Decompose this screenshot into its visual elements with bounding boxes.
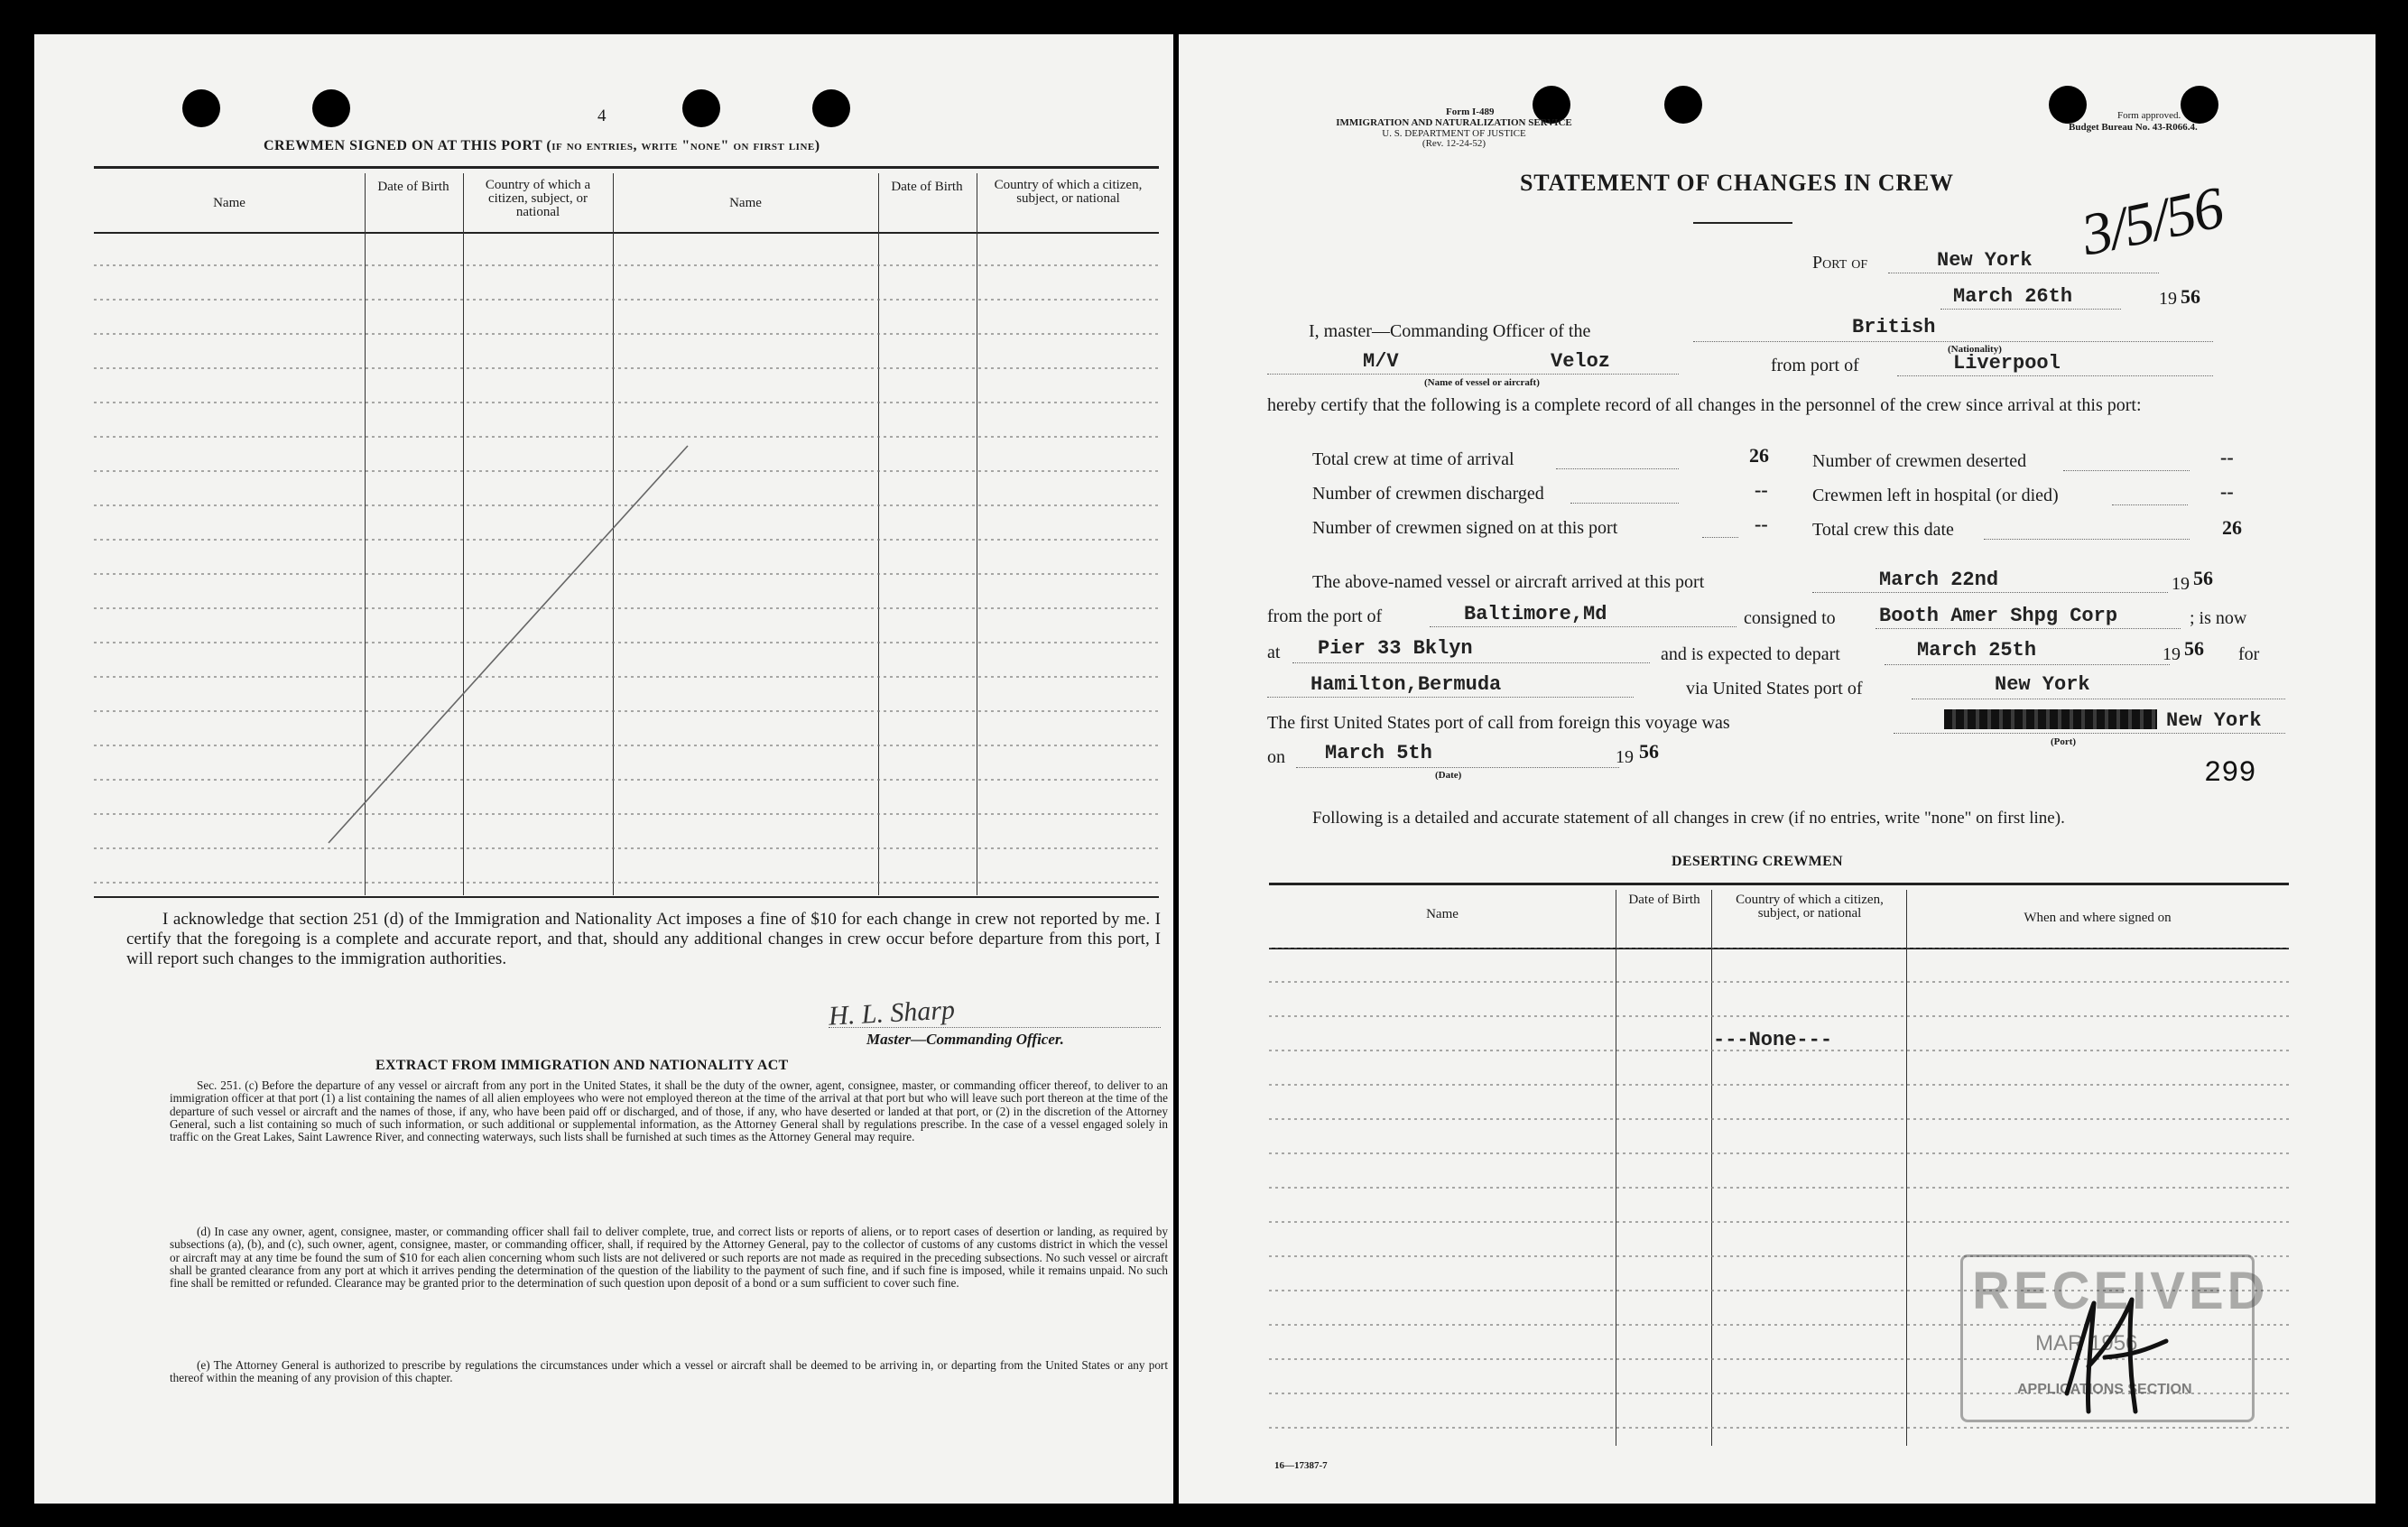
deserting-column-name: Name bbox=[1426, 907, 1459, 921]
acknowledgment-text: I acknowledge that section 251 (d) of the Immigration and Nationality Act imposes a fine of $10 for each change in crew not reported by me. I certify that the foregoing is a complete and accurate report, and that, should any additional changes in crew occur before departure from this port, I will report such changes to the immigration authorities. bbox=[126, 910, 1161, 968]
handwritten-date: 3/5/56 bbox=[2076, 174, 2228, 269]
stamp-date: MAR 1956 bbox=[2035, 1331, 2138, 1356]
handwritten-initials bbox=[2051, 1285, 2177, 1421]
via-value: New York bbox=[1995, 673, 2090, 696]
stat-label-hospital: Crewmen left in hospital (or died) bbox=[1812, 486, 2059, 505]
year-prefix: 19 bbox=[2163, 644, 2181, 664]
extract-section-e: (e) The Attorney General is authorized to prescribe by regulations the circumstances under which a vessel or aircraft shall be deemed to be arriving in, or departing from the United States or any port thereof within the meaning of any provision of this chapter. bbox=[170, 1358, 1168, 1385]
date-caption: (Date) bbox=[1435, 770, 1462, 781]
from-port-value: Liverpool bbox=[1953, 352, 2061, 375]
form-revision: (Rev. 12-24-52) bbox=[1422, 138, 1486, 149]
vessel-caption: (Name of vessel or aircraft) bbox=[1424, 377, 1540, 388]
punch-hole bbox=[1664, 86, 1702, 124]
from-the-port-value: Baltimore,Md bbox=[1464, 603, 1607, 625]
stat-value-deserted: -- bbox=[2220, 446, 2234, 468]
arrived-date: March 22nd bbox=[1879, 569, 1999, 591]
column-header-name: Name bbox=[729, 196, 762, 210]
master-signature: H. L. Sharp bbox=[828, 995, 956, 1032]
department-name: U. S. DEPARTMENT OF JUSTICE bbox=[1382, 128, 1526, 139]
strike-through-line bbox=[323, 440, 702, 856]
arrived-text: The above-named vessel or aircraft arrived at this port bbox=[1312, 572, 1705, 592]
stat-label-discharged: Number of crewmen discharged bbox=[1312, 484, 1544, 504]
year-prefix: 19 bbox=[2172, 574, 2190, 594]
punch-hole bbox=[2049, 86, 2087, 124]
expected-label: and is expected to depart bbox=[1661, 644, 1840, 664]
vessel-type: M/V bbox=[1363, 350, 1399, 373]
at-value: Pier 33 Bklyn bbox=[1318, 637, 1473, 660]
deserting-column-country: Country of which a citizen, subject, or national bbox=[1736, 893, 1884, 921]
vessel-name: Veloz bbox=[1551, 350, 1611, 373]
page-number: 4 bbox=[597, 106, 607, 125]
right-page bbox=[1179, 34, 2376, 1504]
destination: Hamilton,Bermuda bbox=[1311, 673, 1502, 696]
arrived-year: 56 bbox=[2193, 567, 2213, 589]
footer-code: 16—17387-7 bbox=[1274, 1460, 1328, 1471]
master-label: Master—Commanding Officer. bbox=[866, 1031, 1064, 1048]
deserting-column-date-of-birth: Date of Birth bbox=[1628, 893, 1700, 907]
date-year: 56 bbox=[2181, 285, 2200, 308]
punch-hole bbox=[2181, 86, 2218, 124]
extract-section-c: Sec. 251. (c) Before the departure of any vessel or aircraft from any port in the United States, it shall be the duty of the owner, agent, consignee, master, or commanding officer thereof, to deliver to an immigration officer at that port (1) a list containing the names of all alien employees who were not employed thereon at the time of the arrival at that port but who will leave such port thereon at the time of the departure of such vessel or aircraft and the names of those, if any, who have been paid off or discharged, and of those, if any, who have deserted or landed at that port, or (2) in the discretion of the Attorney General, such a list containing so much of such information, or such additional or supplemental information, as the Attorney General shall by regulations prescribe. In the case of a vessel engaged solely in traffic on the Great Lakes, Saint Lawrence River, and connecting waterways, such lists shall be furnished at such times as the Attorney General may require. bbox=[170, 1078, 1168, 1144]
year-prefix: 19 bbox=[1616, 747, 1634, 767]
port-label: Port of bbox=[1812, 253, 1868, 273]
agency-name: IMMIGRATION AND NATURALIZATION SERVICE bbox=[1336, 117, 1572, 128]
year-prefix: 19 bbox=[2159, 289, 2177, 309]
punch-hole bbox=[182, 89, 220, 127]
date-value: March 26th bbox=[1953, 285, 2073, 308]
depart-date: March 25th bbox=[1917, 639, 2037, 662]
punch-hole bbox=[682, 89, 720, 127]
form-approved: Form approved. bbox=[2117, 110, 2181, 121]
on-year: 56 bbox=[1639, 740, 1659, 763]
is-now-label: ; is now bbox=[2190, 608, 2247, 628]
table-top-rule bbox=[94, 166, 1159, 169]
crewmen-table-title: CREWMEN SIGNED ON AT THIS PORT (if no entries, write "none" on first line) bbox=[264, 138, 820, 153]
depart-year: 56 bbox=[2184, 637, 2204, 660]
stat-value-signed-on: -- bbox=[1755, 513, 1768, 535]
stat-value-hospital: -- bbox=[2220, 480, 2234, 503]
from-the-port-label: from the port of bbox=[1267, 606, 1383, 626]
for-label: for bbox=[2238, 644, 2260, 664]
table-bottom-rule bbox=[94, 896, 1159, 898]
certify-text: hereby certify that the following is a complete record of all changes in the personnel of the crew since arrival at this port: bbox=[1267, 395, 2142, 415]
budget-bureau-number: Budget Bureau No. 43-R066.4. bbox=[2069, 122, 2198, 133]
consigned-value: Booth Amer Shpg Corp bbox=[1879, 605, 2118, 627]
punch-hole bbox=[312, 89, 350, 127]
column-header-country: Country of which a citizen, subject, or national bbox=[994, 178, 1143, 206]
nationality-caption: (Nationality) bbox=[1948, 344, 2002, 355]
none-entry: ---None--- bbox=[1713, 1029, 1833, 1051]
from-port-label: from port of bbox=[1771, 356, 1859, 375]
column-header-country: Country of which a citizen, subject, or national bbox=[485, 178, 591, 219]
at-label: at bbox=[1267, 643, 1281, 662]
on-date: March 5th bbox=[1325, 742, 1432, 764]
first-port-value: New York bbox=[2166, 709, 2262, 732]
stat-value-total-arrival: 26 bbox=[1749, 444, 1769, 467]
extract-title: EXTRACT FROM IMMIGRATION AND NATIONALITY ACT bbox=[375, 1058, 789, 1073]
extract-section-d: (d) In case any owner, agent, consignee, master, or commanding officer shall fail to deliver complete, true, and correct lists or reports of aliens, or to report cases of desertion or landing, as required by subsections (a), (b), and (c), such owner, agent, consignee, master, or commanding officer, shall, if required by the Attorney General, pay to the collector of customs of any customs district in which the vessel or aircraft may at any time be found the sum of $10 for each alien concerning whom such lists are not delivered or such reports are not made as required in the preceding subsections. No such vessel or aircraft shall be granted clearance from any port at which it arrives pending the determination of the question of the liability to the payment of such fine, and if such fine is imposed, while it remains unpaid. No such fine shall be remitted or refunded. Clearance may be granted prior to the determination of such question upon deposit of a bond or a sum sufficient to cover such fine. bbox=[170, 1225, 1168, 1291]
stat-label-total-arrival: Total crew at time of arrival bbox=[1312, 449, 1514, 469]
on-label: on bbox=[1267, 747, 1285, 767]
serial-number: 299 bbox=[2204, 756, 2256, 790]
stat-value-total-date: 26 bbox=[2222, 516, 2242, 539]
column-header-name: Name bbox=[213, 196, 245, 210]
consigned-label: consigned to bbox=[1744, 608, 1836, 628]
following-text: Following is a detailed and accurate statement of all changes in crew (if no entries, write "none" on first line). bbox=[1312, 809, 2065, 828]
form-title: STATEMENT OF CHANGES IN CREW bbox=[1520, 170, 1954, 196]
via-label: via United States port of bbox=[1686, 679, 1863, 699]
stat-value-discharged: -- bbox=[1755, 478, 1768, 501]
left-page bbox=[34, 34, 1173, 1504]
redacted-overtype bbox=[1944, 709, 2157, 729]
port-value: New York bbox=[1937, 249, 2033, 272]
master-intro: I, master—Commanding Officer of the bbox=[1309, 321, 1591, 341]
stat-label-signed-on: Number of crewmen signed on at this port bbox=[1312, 518, 1618, 538]
nationality-value: British bbox=[1852, 316, 1936, 338]
stat-label-total-date: Total crew this date bbox=[1812, 520, 1954, 540]
form-number: Form I-489 bbox=[1446, 106, 1495, 117]
column-header-date-of-birth: Date of Birth bbox=[891, 180, 963, 194]
stat-label-deserted: Number of crewmen deserted bbox=[1812, 451, 2027, 471]
stamp-section: APPLICATIONS SECTION bbox=[2017, 1382, 2192, 1397]
punch-hole bbox=[812, 89, 850, 127]
deserting-title: DESERTING CREWMEN bbox=[1672, 854, 1843, 869]
port-caption: (Port) bbox=[2051, 736, 2077, 747]
deserting-column-when-where: When and where signed on bbox=[2024, 911, 2172, 925]
stamp-text: RECEIVED bbox=[1972, 1262, 2269, 1320]
column-header-date-of-birth: Date of Birth bbox=[377, 180, 449, 194]
first-port-text: The first United States port of call from foreign this voyage was bbox=[1267, 713, 1730, 733]
